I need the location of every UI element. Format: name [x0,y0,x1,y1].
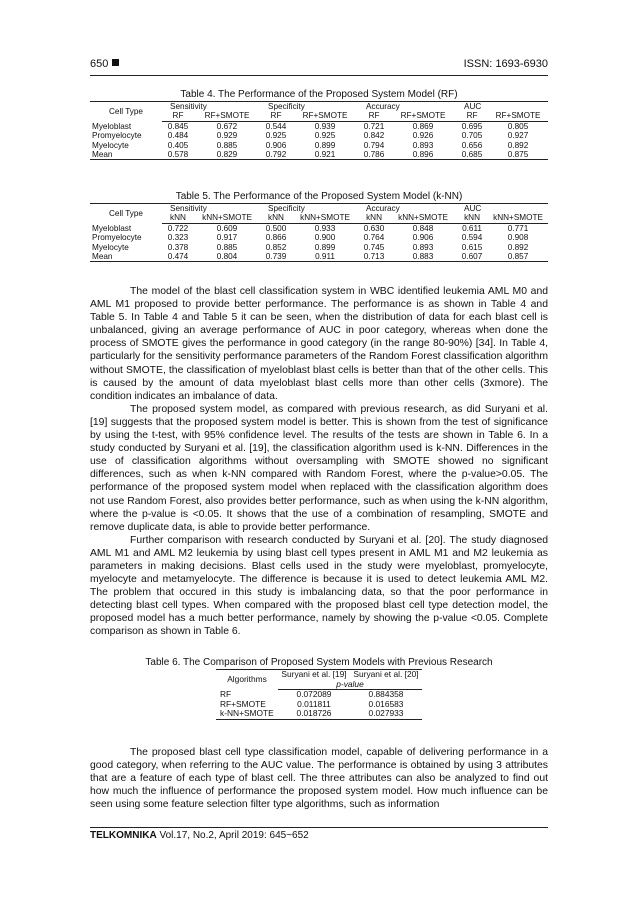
cell-value: 0.745 [363,242,385,252]
cell-value: 0.921 [292,150,358,160]
cell-value: 0.721 [363,121,385,131]
cell-value: 0.474 [162,252,194,262]
paragraph: Further comparison with research conducted by Suryani et al. [20]. The study diagnosed AML M1 and AML M2 leukemia by using blast cell types present in AML M1 and M2 leukemia as parameters in making decisions. Blast cells used in the study were myeloblast, promyelocyte, myelocyte and metamyelocyte. The difference is because it is used to detect leukemia AML M2. The problem that occured in this study is imbalancing data, so that the poor performance in detecting blast cell types. When compared with the proposed blast cell type detection model, the proposed model has a much better performance, namely by showing the p-value <0.05. Complete comparison as shown in Table 6. [90,534,548,638]
cell-value: 0.072089 [296,689,332,700]
group-header: Accuracy [358,102,456,112]
cell-value: 0.848 [412,223,434,233]
sub-header: RF [358,111,390,121]
table-row [90,223,548,233]
cell-value: 0.925 [314,131,336,141]
sub-header: RF [162,111,194,121]
cell-value: 0.786 [358,150,390,160]
cell-value: 0.884358 [368,689,404,700]
cell-value: 0.896 [390,150,456,160]
cell-value: 0.685 [456,150,488,160]
row-label: RF+SMOTE [220,698,266,709]
page-header [90,58,548,70]
cell-value: 0.892 [507,242,529,252]
table-row [216,709,422,719]
cell-value: 0.500 [265,223,287,233]
table-4-grid [90,101,548,160]
cell-value: 0.611 [462,223,482,233]
column-header: Suryani et al. [19] [278,670,350,680]
table-row [90,121,548,131]
sub-header: kNN [456,213,488,223]
cell-value: 0.939 [314,121,336,131]
cell-value: 0.900 [314,233,336,243]
cell-value: 0.695 [461,121,483,131]
cell-value: 0.842 [363,131,385,141]
group-header: Specificity [260,102,358,112]
sub-header: kNN [162,213,194,223]
cell-value: 0.869 [412,121,434,131]
table-6 [90,657,548,720]
table-row [90,243,548,252]
group-header: Sensitivity [162,204,260,214]
cell-value: 0.917 [216,233,238,243]
cell-value: 0.829 [194,150,260,160]
footer-rule [90,827,548,828]
group-header: Specificity [260,204,358,214]
cell-value: 0.805 [507,121,529,131]
cell-value: 0.672 [216,121,238,131]
group-header: Sensitivity [162,102,260,112]
cell-value: 0.906 [265,140,287,150]
sub-header: RF [456,111,488,121]
row-label: Promyelocyte [92,131,142,141]
cell-value: 0.771 [507,223,529,233]
cell-value: 0.804 [194,252,260,262]
sub-header: kNN+SMOTE [390,213,456,223]
cell-type-header: Cell Type [90,204,162,224]
cell-value: 0.885 [216,242,238,252]
sub-header: RF+SMOTE [390,111,456,121]
body-text [90,285,548,639]
table-4 [90,89,548,160]
cell-value: 0.925 [265,131,287,141]
table-row [90,233,548,242]
cell-value: 0.722 [167,223,189,233]
header-rule [90,75,548,76]
cell-value: 0.794 [363,140,385,150]
page-footer [90,830,309,841]
sub-header: RF+SMOTE [488,111,548,121]
page-number: 650 [90,58,119,70]
cell-value: 0.615 [461,242,483,252]
journal-name: TELKOMNIKA [90,830,157,841]
cell-value: 0.018726 [278,709,350,719]
paragraph: The model of the blast cell classification system in WBC identified leukemia AML M0 and AML M1 proposed to provide better performance. The performance is as shown in Table 4 and Table 5. In Table 4 and Table 5 it can be seen, when the distribution of data for each blast cell is unbalanced, giving an average performance of AUC in poor category, whereas when done the process of SMOTE gives the performance in good category (in the range 80-90%) [34]. In Table 4, particularly for the sensitivity performance parameters of the Random Forest classification algorithm without SMOTE, the classification of myeloblast blast cells is better than that of the other cells. This is caused by the amount of data myeloblast blast cells more than other cells (3xmore). The condition indicates an imbalance of data. [90,286,548,402]
table-row [90,131,548,140]
row-label: Myeloblast [92,223,132,233]
sub-header: RF+SMOTE [292,111,358,121]
sub-header: kNN+SMOTE [292,213,358,223]
cell-value: 0.630 [363,223,385,233]
table-6-grid [216,669,422,720]
cell-value: 0.705 [461,131,483,141]
group-header: AUC [456,204,548,214]
cell-value: 0.484 [167,131,189,141]
row-label: Promyelocyte [92,233,142,243]
sub-header: kNN+SMOTE [194,213,260,223]
column-header: Suryani et al. [20] [350,670,422,680]
cell-value: 0.899 [314,140,336,150]
cell-value: 0.892 [507,140,529,150]
sub-header: kNN [358,213,390,223]
issn-label: ISSN: 1693-6930 [463,58,548,70]
cell-value: 0.893 [412,242,434,252]
table-row [90,150,548,160]
cell-value: 0.405 [167,140,189,150]
pvalue-header: p-value [278,680,422,690]
square-bullet-icon [112,59,119,66]
cell-value: 0.323 [167,233,189,243]
cell-value: 0.899 [314,242,336,252]
table-6-caption: Table 6. The Comparison of Proposed System Models with Previous Research [145,657,493,668]
sub-header: kNN [260,213,292,223]
table-5-grid [90,203,548,262]
cell-value: 0.016583 [368,698,404,709]
cell-value: 0.027933 [350,709,422,719]
group-header: Accuracy [358,204,456,214]
table-row [90,141,548,150]
row-label: Myelocyte [92,140,129,150]
table-4-caption: Table 4. The Performance of the Proposed System Model (RF) [180,89,458,100]
cell-value: 0.933 [314,223,336,233]
sub-header: RF [260,111,292,121]
cell-value: 0.885 [216,140,238,150]
cell-value: 0.607 [456,252,488,262]
cell-value: 0.378 [167,242,189,252]
cell-value: 0.911 [292,252,358,262]
cell-value: 0.544 [265,121,287,131]
body-text-2 [90,746,548,811]
table-5 [90,191,548,262]
cell-value: 0.906 [412,233,434,243]
algorithms-header: Algorithms [216,670,278,690]
row-label: k-NN+SMOTE [216,709,278,719]
row-label: RF [220,688,232,699]
cell-value: 0.908 [507,233,529,243]
cell-type-header: Cell Type [90,102,162,122]
cell-value: 0.792 [260,150,292,160]
table-row [90,252,548,262]
paragraph: The proposed blast cell type classification model, capable of delivering performance in a good category, when referring to the AUC value. The performance is obtained by using 3 attributes that are a feature of each type of blast cell. The three attributes can also be analyzed to find out how much the influence of performance the proposed system model. How much influence can be seen using some feature selection filter type algorithms, such as information [90,747,548,811]
cell-value: 0.713 [358,252,390,262]
cell-value: 0.845 [167,121,189,131]
cell-value: 0.594 [461,233,483,243]
cell-value: 0.739 [260,252,292,262]
row-label: Myelocyte [92,242,129,252]
cell-value: 0.927 [507,131,529,141]
row-label: Myeloblast [92,121,132,131]
cell-value: 0.011811 [297,698,331,709]
table-5-caption: Table 5. The Performance of the Proposed System Model (k-NN) [175,191,463,202]
cell-value: 0.866 [265,233,287,243]
cell-value: 0.578 [162,150,194,160]
cell-value: 0.656 [461,140,483,150]
cell-value: 0.857 [488,252,548,262]
cell-value: 0.609 [216,223,238,233]
paragraph: The proposed system model, as compared with previous research, as did Suryani et al. [19] suggests that the proposed system model is better. This is shown from the test of significance by using the t-test, with 95% confidence level. The results of the tests are shown in Table 6. In a study conducted by Suryani et al. [19], the classification algorithm used is k-NN. Differences in the use of classification algorithms without oversampling with SMOTE showed no significant differences, such as when k-NN compared with Random Forest, where the p-value>0.05. The performance of the proposed system model when replaced with the classification algorithm does not use Random Forest, also provides better performance, such as when using the k-NN algorithm, where the p-value is <0.05. It shows that the use of a combination of resampling, SMOTE and remove duplicate data, is able to provide better performance. [90,403,548,533]
row-label: Mean [90,252,162,262]
journal-citation: Vol.17, No.2, April 2019: 645~652 [159,830,309,841]
cell-value: 0.883 [390,252,456,262]
sub-header: kNN+SMOTE [488,213,548,223]
row-label: Mean [90,150,162,160]
cell-value: 0.929 [216,131,238,141]
cell-value: 0.875 [488,150,548,160]
group-header: AUC [456,102,548,112]
cell-value: 0.764 [363,233,385,243]
cell-value: 0.852 [265,242,287,252]
cell-value: 0.893 [412,140,434,150]
cell-value: 0.926 [412,131,434,141]
sub-header: RF+SMOTE [194,111,260,121]
